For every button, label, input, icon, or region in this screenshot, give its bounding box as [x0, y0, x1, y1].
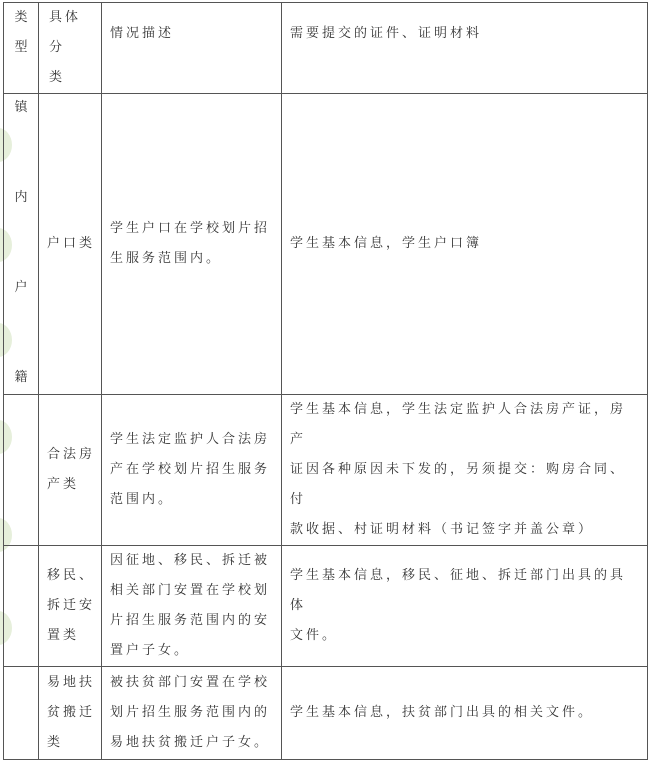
description-cell	[102, 94, 282, 395]
header-text: 情况描述	[110, 26, 175, 41]
requirements-table	[3, 2, 648, 760]
table-header-row	[4, 3, 648, 94]
header-text: 具体分	[49, 10, 82, 55]
description-text: 置户子女。	[110, 643, 191, 658]
category-text: 拆迁安	[47, 598, 96, 613]
materials-text: 学生基本信息，学生户口簿	[290, 236, 483, 251]
description-text: 相关部门安置在学校划	[110, 583, 271, 598]
description-text: 划片招生服务范围内的	[110, 705, 271, 720]
category-text: 置类	[47, 628, 80, 643]
materials-text: 证因各种原因未下发的，另须提交：购房合同、付	[290, 462, 627, 507]
category-text: 类	[47, 735, 64, 750]
table-row	[4, 395, 648, 546]
description-text: 学生法定监护人合法房	[110, 432, 271, 447]
type-char: 镇	[14, 100, 28, 115]
header-text: 类	[14, 10, 28, 25]
table-row	[4, 667, 648, 760]
materials-cell	[282, 667, 648, 760]
description-text: 片招生服务范围内的安	[110, 613, 271, 628]
materials-text: 学生基本信息，扶贫部门出具的相关文件。	[290, 705, 595, 720]
description-text: 被扶贫部门安置在学校	[110, 675, 271, 690]
materials-text: 文件。	[290, 628, 339, 643]
header-text: 型	[14, 40, 28, 55]
description-cell	[102, 395, 282, 546]
table-row	[4, 94, 648, 395]
type-cell	[4, 94, 39, 395]
materials-cell	[282, 395, 648, 546]
category-text: 产类	[47, 477, 80, 492]
description-cell	[102, 667, 282, 760]
category-text: 移民、	[47, 568, 96, 583]
description-text: 易地扶贫搬迁户子女。	[110, 735, 271, 750]
type-cell	[4, 395, 39, 546]
description-cell	[102, 546, 282, 667]
category-text: 贫搬迁	[47, 705, 96, 720]
header-subcategory	[39, 3, 102, 94]
type-char: 户	[14, 280, 28, 295]
category-cell	[39, 94, 102, 395]
table-row	[4, 546, 648, 667]
header-type	[4, 3, 39, 94]
materials-text: 学生基本信息，移民、征地、拆迁部门出具的具体	[290, 568, 627, 613]
type-char: 籍	[14, 370, 28, 385]
category-text: 户口类	[47, 236, 96, 251]
materials-text: 学生基本信息，学生法定监护人合法房产证，房产	[290, 402, 627, 447]
materials-cell	[282, 546, 648, 667]
category-cell	[39, 667, 102, 760]
description-text: 学生户口在学校划片招	[110, 221, 271, 236]
description-text: 范围内。	[110, 492, 175, 507]
description-text: 生服务范围内。	[110, 251, 223, 266]
type-char: 内	[14, 190, 28, 205]
header-text: 需要提交的证件、证明材料	[290, 26, 483, 41]
header-description	[102, 3, 282, 94]
header-text: 类	[49, 70, 66, 85]
materials-cell	[282, 94, 648, 395]
description-text: 因征地、移民、拆迁被	[110, 553, 271, 568]
category-cell	[39, 546, 102, 667]
category-text: 易地扶	[47, 675, 96, 690]
type-cell	[4, 667, 39, 760]
description-text: 产在学校划片招生服务	[110, 462, 271, 477]
category-cell	[39, 395, 102, 546]
header-materials	[282, 3, 648, 94]
category-text: 合法房	[47, 447, 96, 462]
materials-text: 款收据、村证明材料（书记签字并盖公章）	[290, 522, 595, 537]
type-cell	[4, 546, 39, 667]
